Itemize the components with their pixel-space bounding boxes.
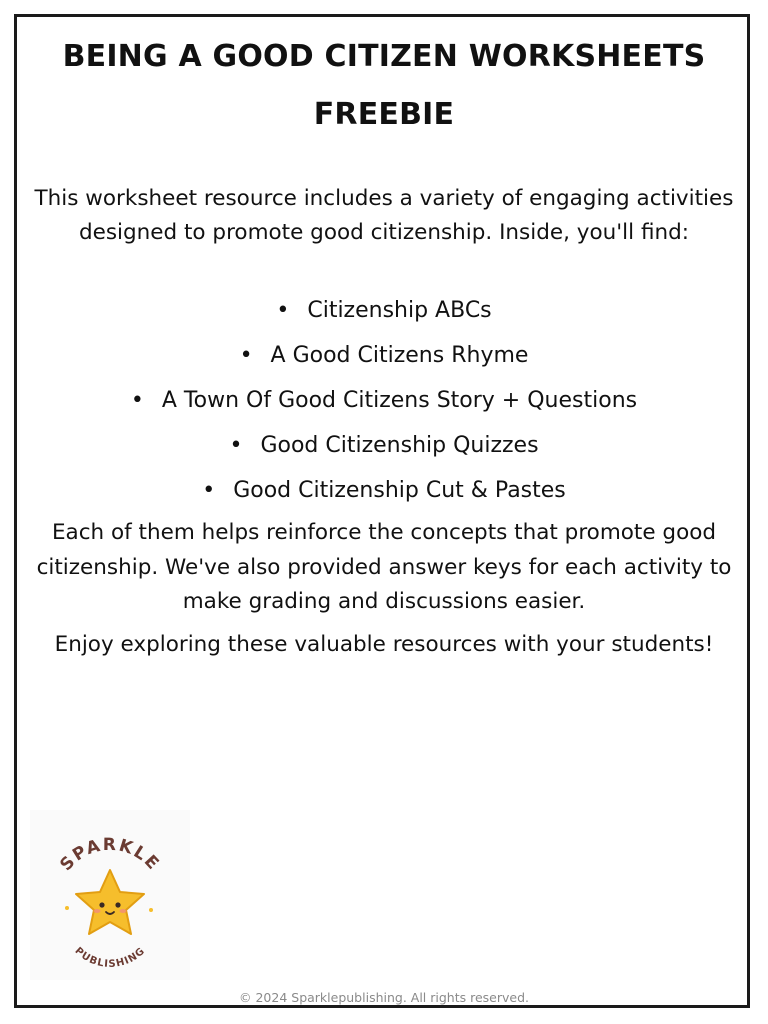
- logo-word-bottom: PUBLISHING: [72, 945, 148, 970]
- list-item: [28, 288, 740, 333]
- bullet-icon: •: [202, 478, 216, 503]
- activity-list: [28, 288, 740, 513]
- page-title-line-2: FREEBIE: [313, 97, 455, 132]
- list-item: [28, 423, 740, 468]
- bullet-icon: •: [229, 433, 243, 458]
- page-title-line-1: BEING A GOOD CITIZEN WORKSHEETS: [62, 39, 706, 74]
- star-logo-icon: [30, 810, 190, 980]
- list-item: [28, 468, 740, 513]
- list-item: [28, 333, 740, 378]
- enjoy-line: Enjoy exploring these valuable resources with your students!: [54, 632, 714, 657]
- sparkle-publishing-logo: [30, 810, 190, 980]
- list-item-label: A Good Citizens Rhyme: [270, 343, 529, 368]
- svg-text:PUBLISHING: [73, 946, 148, 970]
- list-item-label: Citizenship ABCs: [307, 298, 492, 323]
- logo-word-top: SPARKLE: [56, 834, 164, 876]
- bullet-icon: •: [239, 343, 253, 368]
- bullet-icon: •: [276, 298, 290, 323]
- intro-paragraph: This worksheet resource includes a variety of engaging activities designed to promote good citizenship. Inside, you'll find:: [34, 186, 734, 245]
- list-item-label: Good Citizenship Quizzes: [260, 433, 539, 458]
- closing-paragraph: Each of them helps reinforce the concepts that promote good citizenship. We've also provided answer keys for each activity to make grading and discussions easier.: [36, 520, 732, 614]
- copyright-footer: © 2024 Sparklepublishing. All rights reserved.: [239, 990, 529, 1005]
- list-item-label: A Town Of Good Citizens Story + Questions: [161, 388, 638, 413]
- bullet-icon: •: [130, 388, 144, 413]
- list-item-label: Good Citizenship Cut & Pastes: [233, 478, 566, 503]
- list-item: [28, 378, 740, 423]
